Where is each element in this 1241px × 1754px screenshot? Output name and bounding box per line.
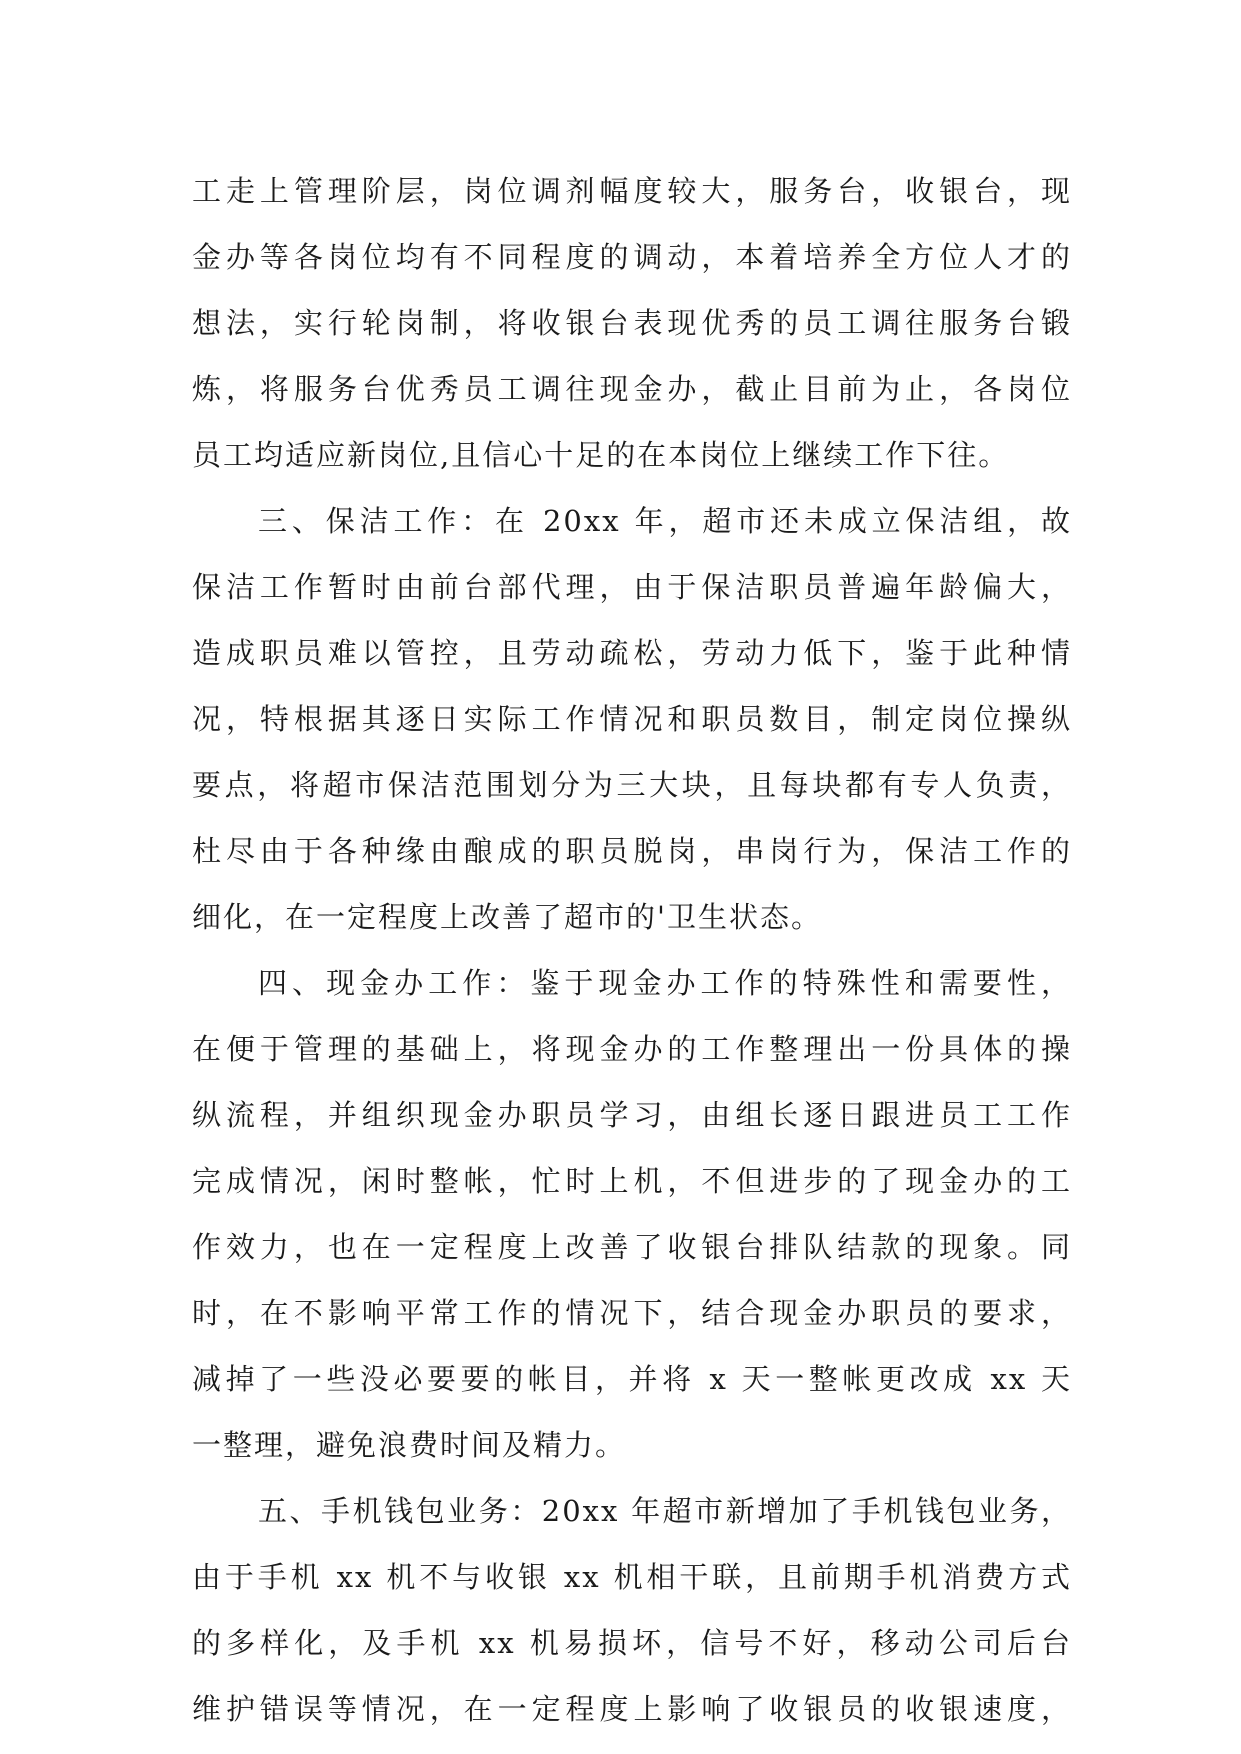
text-line: 况，特根据其逐日实际工作情况和职员数目，制定岗位操纵 bbox=[192, 702, 1072, 736]
text-line: 一整理，避免浪费时间及精力。 bbox=[192, 1428, 627, 1462]
text-line: 在便于管理的基础上，将现金办的工作整理出一份具体的操 bbox=[192, 1032, 1072, 1066]
text-line: 细化，在一定程度上改善了超市的'卫生状态。 bbox=[192, 900, 822, 934]
text-line: 维护错误等情况，在一定程度上影响了收银员的收银速度， bbox=[192, 1692, 1072, 1726]
section-heading-line: 四、现金办工作：鉴于现金办工作的特殊性和需要性， bbox=[258, 966, 1072, 1000]
text-line: 造成职员难以管控，且劳动疏松，劳动力低下，鉴于此种情 bbox=[192, 636, 1072, 670]
text-line: 想法，实行轮岗制，将收银台表现优秀的员工调往服务台锻 bbox=[192, 306, 1072, 340]
text-line: 保洁工作暂时由前台部代理，由于保洁职员普遍年龄偏大， bbox=[192, 570, 1072, 604]
section-heading-line: 五、手机钱包业务：20xx 年超市新增加了手机钱包业务， bbox=[258, 1494, 1072, 1528]
body-text bbox=[192, 158, 1072, 1742]
text-line: 员工均适应新岗位,且信心十足的在本岗位上继续工作下往。 bbox=[192, 438, 1010, 472]
text-line: 工走上管理阶层，岗位调剂幅度较大，服务台，收银台，现 bbox=[192, 174, 1072, 208]
text-line: 完成情况，闲时整帐，忙时上机，不但进步的了现金办的工 bbox=[192, 1164, 1072, 1198]
text-line: 时，在不影响平常工作的情况下，结合现金办职员的要求， bbox=[192, 1296, 1072, 1330]
text-line: 杜尽由于各种缘由酿成的职员脱岗，串岗行为，保洁工作的 bbox=[192, 834, 1072, 868]
text-line: 由于手机 xx 机不与收银 xx 机相干联，且前期手机消费方式 bbox=[192, 1560, 1072, 1594]
section-heading-line: 三、保洁工作：在 20xx 年，超市还未成立保洁组，故 bbox=[258, 504, 1072, 538]
text-line: 作效力，也在一定程度上改善了收银台排队结款的现象。同 bbox=[192, 1230, 1072, 1264]
text-line: 炼，将服务台优秀员工调往现金办，截止目前为止，各岗位 bbox=[192, 372, 1072, 406]
text-line: 的多样化，及手机 xx 机易损坏，信号不好，移动公司后台 bbox=[192, 1626, 1072, 1660]
text-line: 减掉了一些没必要要的帐目，并将 x 天一整帐更改成 xx 天 bbox=[192, 1362, 1072, 1396]
text-line: 要点，将超市保洁范围划分为三大块，且每块都有专人负责， bbox=[192, 768, 1072, 802]
text-line: 纵流程，并组织现金办职员学习，由组长逐日跟进员工工作 bbox=[192, 1098, 1072, 1132]
text-line: 金办等各岗位均有不同程度的调动，本着培养全方位人才的 bbox=[192, 240, 1072, 274]
